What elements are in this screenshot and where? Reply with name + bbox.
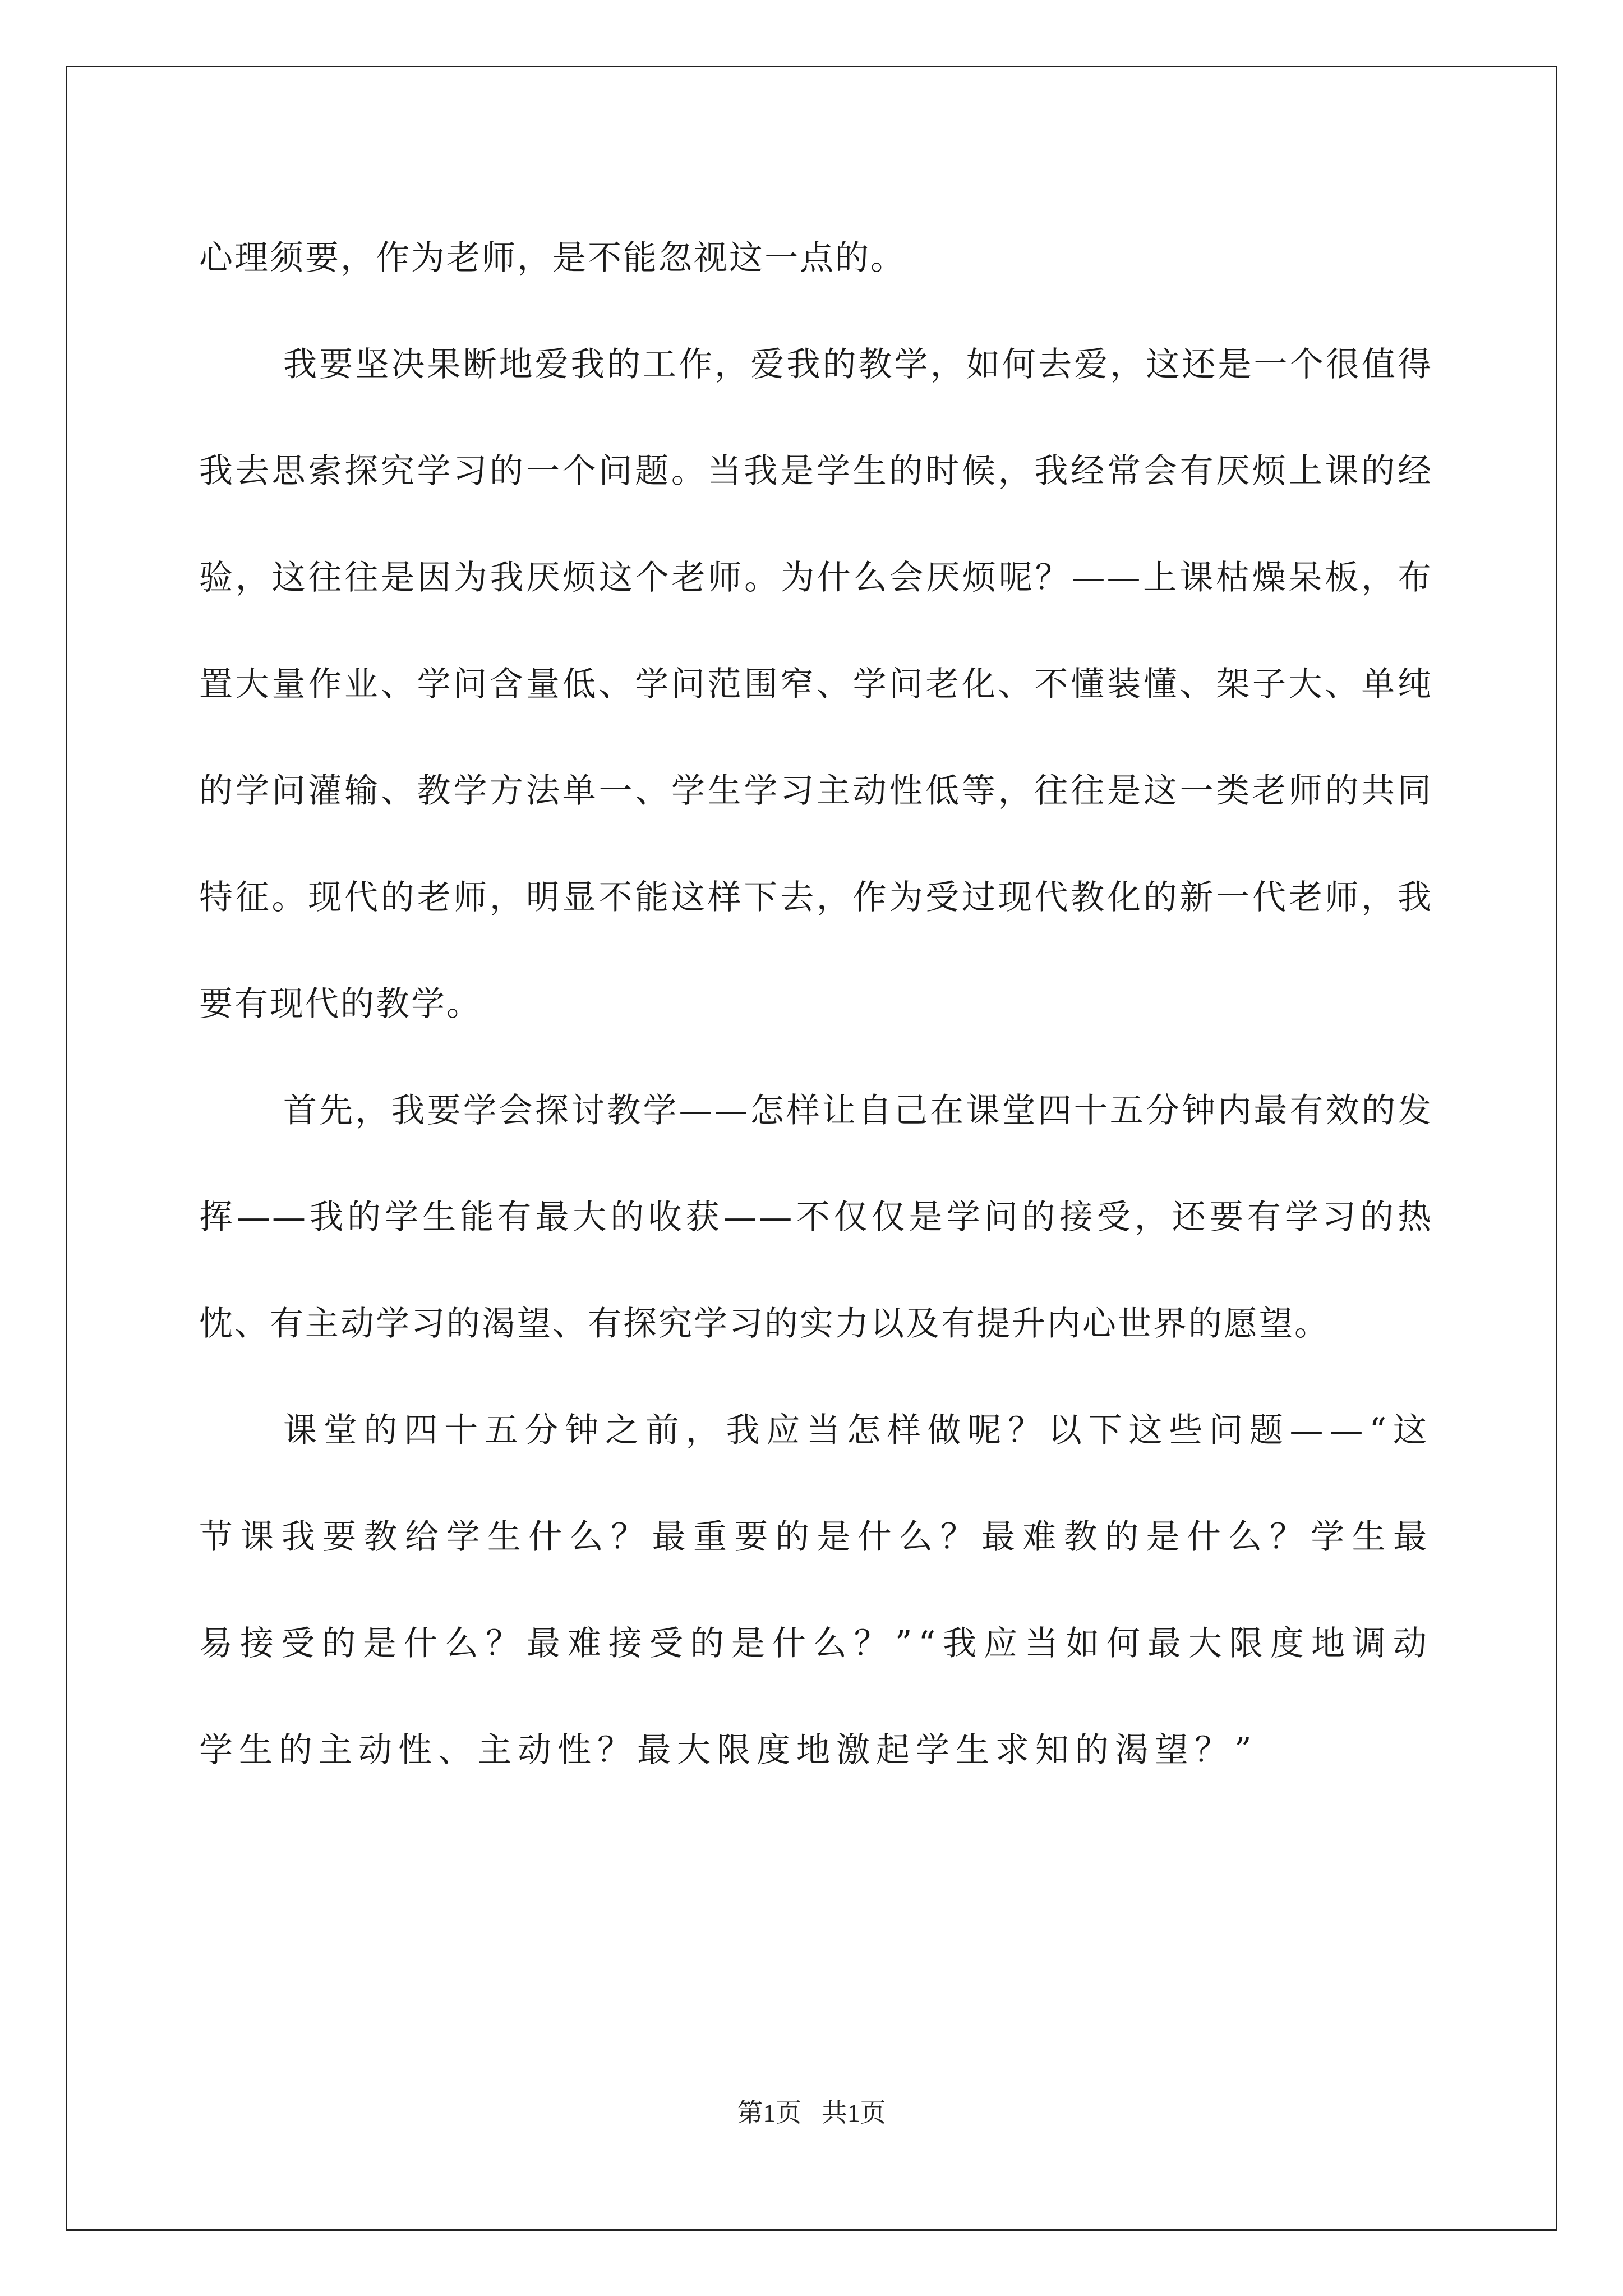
page-total: 共1页: [821, 2099, 886, 2127]
paragraph-4: 课堂的四十五分钟之前，我应当怎样做呢？以下这些问题——“这节课我要教给学生什么？最重要的是什么？最难教的是什么？学生最易接受的是什么？最难接受的是什么？”“我应当如何最大限度地调动学生的主动性、主动性？最大限度地激起学生求知的渴望？”: [199, 1411, 1433, 1770]
paragraph-3: 首先，我要学会探讨教学——怎样让自己在课堂四十五分钟内最有效的发挥——我的学生能有最大的收获——不仅仅是学问的接受，还要有学习的热忱、有主动学习的渴望、有探究学习的实力以及有提升内心世界的愿望。: [199, 1091, 1433, 1343]
page-number: 第1页: [737, 2099, 802, 2127]
page-footer: [0, 2092, 1623, 2129]
paragraph-2: 我要坚决果断地爱我的工作，爱我的教学，如何去爱，这还是一个很值得我去思索探究学习的一个问题。当我是学生的时候，我经常会有厌烦上课的经验，这往往是因为我厌烦这个老师。为什么会厌烦呢？——上课枯燥呆板，布置大量作业、学问含量低、学问范围窄、学问老化、不懂装懂、架子大、单纯的学问灌输、教学方法单一、学生学习主动性低等，往往是这一类老师的共同特征。现代的老师，明显不能这样下去，作为受过现代教化的新一代老师，我要有现代的教学。: [199, 345, 1433, 1024]
paragraph-1: 心理须要，作为老师，是不能忽视这一点的。: [199, 238, 906, 278]
document-body: [199, 205, 1433, 1803]
